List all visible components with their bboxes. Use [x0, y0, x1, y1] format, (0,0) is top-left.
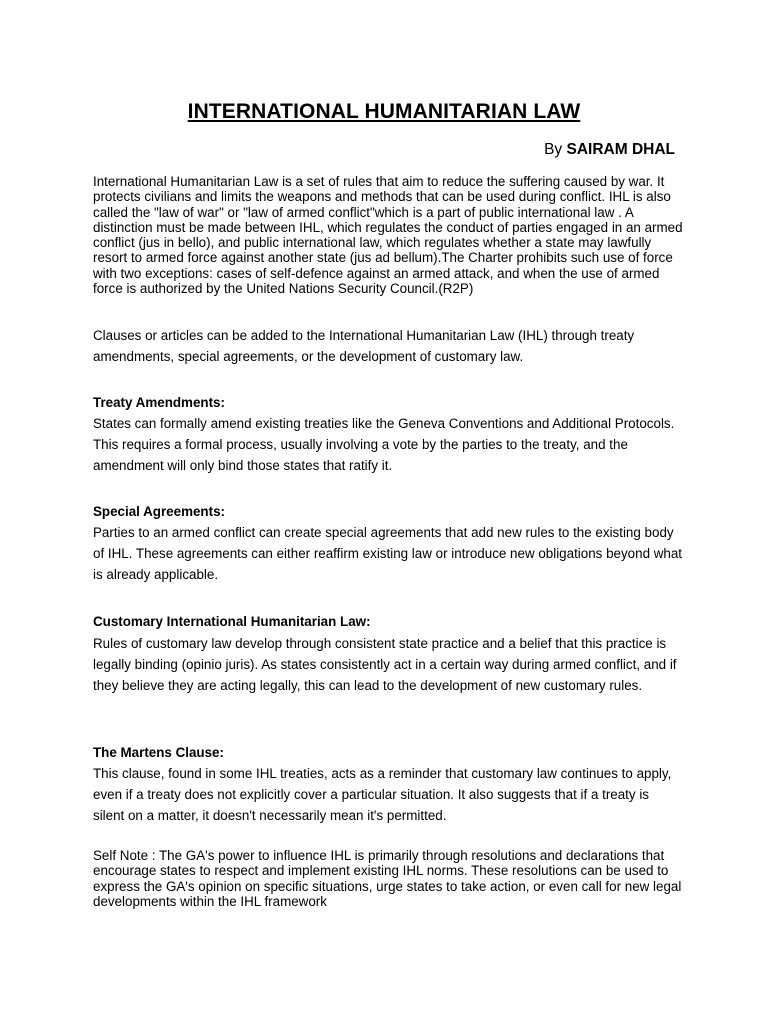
section-body-treaty-amendments: States can formally amend existing treaties like the Geneva Conventions and Additional Protocols. This requires a formal process, usually involving a vote by the parties to the treaty, and the amendment will only bind those states that ratify it. — [93, 416, 675, 473]
author-name: SAIRAM DHAL — [566, 141, 675, 158]
section-heading-customary-ihl: Customary International Humanitarian Law: — [93, 614, 371, 629]
byline-prefix: By — [544, 141, 567, 158]
section-heading-treaty-amendments: Treaty Amendments: — [93, 395, 225, 410]
section-body-special-agreements: Parties to an armed conflict can create special agreements that add new rules to the existing body of IHL. These agreements can either reaffirm existing law or introduce new obligations beyond what is already applicable. — [93, 525, 683, 582]
document-title: INTERNATIONAL HUMANITARIAN LAW — [187, 100, 581, 123]
section-heading-special-agreements: Special Agreements: — [93, 504, 225, 519]
intro-paragraph: International Humanitarian Law is a set of rules that aim to reduce the suffering caused by war. It protects civilians and limits the weapons and methods that can be used during conflict. IHL is also called the "law of war" or "law of armed conflict"which is a part of public international law . A distinction must be made between IHL, which regulates the conduct of parties engaged in an armed conflict (jus in bello), and public international law, which regulates whether a state may lawfully resort to armed force against another state (jus ad bellum).The Charter prohibits such use of force with two exceptions: cases of self-defence against an armed attack, and when the use of armed force is authorized by the United Nations Security Council.(R2P) — [93, 174, 683, 297]
byline — [544, 141, 675, 159]
clauses-intro-paragraph: Clauses or articles can be added to the International Humanitarian Law (IHL) through treaty amendments, special agreements, or the development of customary law. — [93, 328, 635, 364]
section-body-customary-ihl: Rules of customary law develop through consistent state practice and a belief that this practice is legally binding (opinio juris). As states consistently act in a certain way during armed conflict, and if they believe they are acting legally, this can lead to the development of new customary rules. — [93, 636, 677, 693]
section-body-martens-clause: This clause, found in some IHL treaties, acts as a reminder that customary law continues to apply, even if a treaty does not explicitly cover a particular situation. It also suggests that if a treaty is silent on a matter, it doesn't necessarily mean it's permitted. — [93, 766, 672, 823]
self-note-paragraph: Self Note : The GA's power to influence IHL is primarily through resolutions and declarations that encourage states to respect and implement existing IHL norms. These resolutions can be used to express the GA's opinion on specific situations, urge states to take action, or even call for new legal developments within the IHL framework — [93, 848, 682, 909]
section-heading-martens-clause: The Martens Clause: — [93, 745, 224, 760]
